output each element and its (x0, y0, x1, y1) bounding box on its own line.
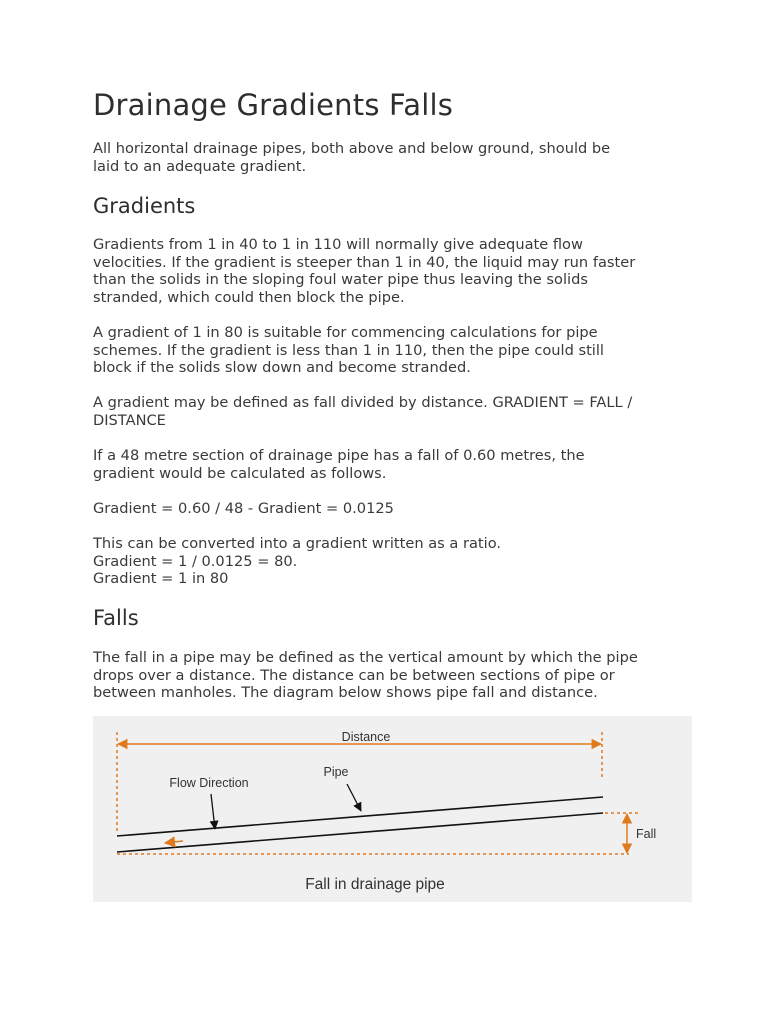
falls-paragraph (93, 649, 693, 702)
paragraph-line: Gradient = 1 / 0.0125 = 80. (93, 552, 298, 570)
pipe-pointer (347, 784, 361, 811)
gradients-paragraph-3 (93, 394, 693, 429)
paragraph-line: than the solids in the sloping foul water pipe thus leaving the solids (93, 271, 588, 289)
gradients-paragraph-2 (93, 324, 693, 377)
diagram-caption: Fall in drainage pipe (305, 876, 445, 893)
paragraph-line: This can be converted into a gradient written as a ratio. (93, 535, 502, 552)
paragraph-line: Gradient = 0.60 / 48 - Gradient = 0.0125 (93, 500, 394, 517)
pipe-bottom-edge (117, 813, 603, 852)
paragraph-line: drops over a distance. The distance can be between sections of pipe or (93, 666, 615, 684)
paragraph-line: gradient would be calculated as follows. (93, 464, 387, 482)
paragraph-line: stranded, which could then block the pipe. (93, 288, 405, 306)
pipe-top-edge (117, 797, 603, 836)
paragraph-line: velocities. If the gradient is steeper than 1 in 40, the liquid may run faster (93, 253, 636, 271)
gradients-paragraph-4 (93, 447, 693, 482)
fall-diagram (93, 716, 692, 902)
pipe-label: Pipe (323, 765, 349, 779)
gradients-heading: Gradients (93, 194, 196, 218)
page-title: Drainage Gradients Falls (93, 88, 454, 122)
pipe (117, 797, 603, 852)
paragraph-line: DISTANCE (93, 411, 166, 429)
intro-paragraph (93, 140, 693, 175)
distance-label: Distance (341, 730, 391, 744)
paragraph-line: between manholes. The diagram below shows pipe fall and distance. (93, 684, 598, 702)
gradients-paragraph-6 (93, 535, 693, 588)
intro-line: laid to an adequate gradient. (93, 157, 307, 175)
flow-pointer (211, 794, 215, 829)
falls-heading: Falls (93, 606, 139, 630)
flow-direction-label: Flow Direction (169, 776, 249, 790)
paragraph-line: A gradient of 1 in 80 is suitable for commencing calculations for pipe (93, 324, 598, 341)
fall-dimension (117, 813, 656, 854)
gradients-paragraph-1 (93, 236, 693, 306)
flow-arrow (165, 841, 183, 843)
pipe-callout (323, 765, 361, 811)
paragraph-line: Gradient = 1 in 80 (93, 570, 229, 588)
fall-label: Fall (636, 827, 657, 841)
paragraph-line: Gradients from 1 in 40 to 1 in 110 will normally give adequate flow (93, 236, 583, 253)
paragraph-line: The fall in a pipe may be defined as the vertical amount by which the pipe (93, 649, 638, 666)
paragraph-line: If a 48 metre section of drainage pipe has a fall of 0.60 metres, the (93, 447, 585, 464)
paragraph-line: schemes. If the gradient is less than 1 in 110, then the pipe could still (93, 341, 604, 359)
paragraph-line: block if the solids slow down and become stranded. (93, 359, 471, 377)
paragraph-line: A gradient may be defined as fall divided by distance. GRADIENT = FALL / (93, 394, 633, 411)
gradients-paragraph-5 (93, 500, 693, 518)
intro-line: All horizontal drainage pipes, both above and below ground, should be (93, 140, 611, 157)
fall-diagram-svg (93, 716, 692, 902)
flow-callout (169, 776, 248, 829)
